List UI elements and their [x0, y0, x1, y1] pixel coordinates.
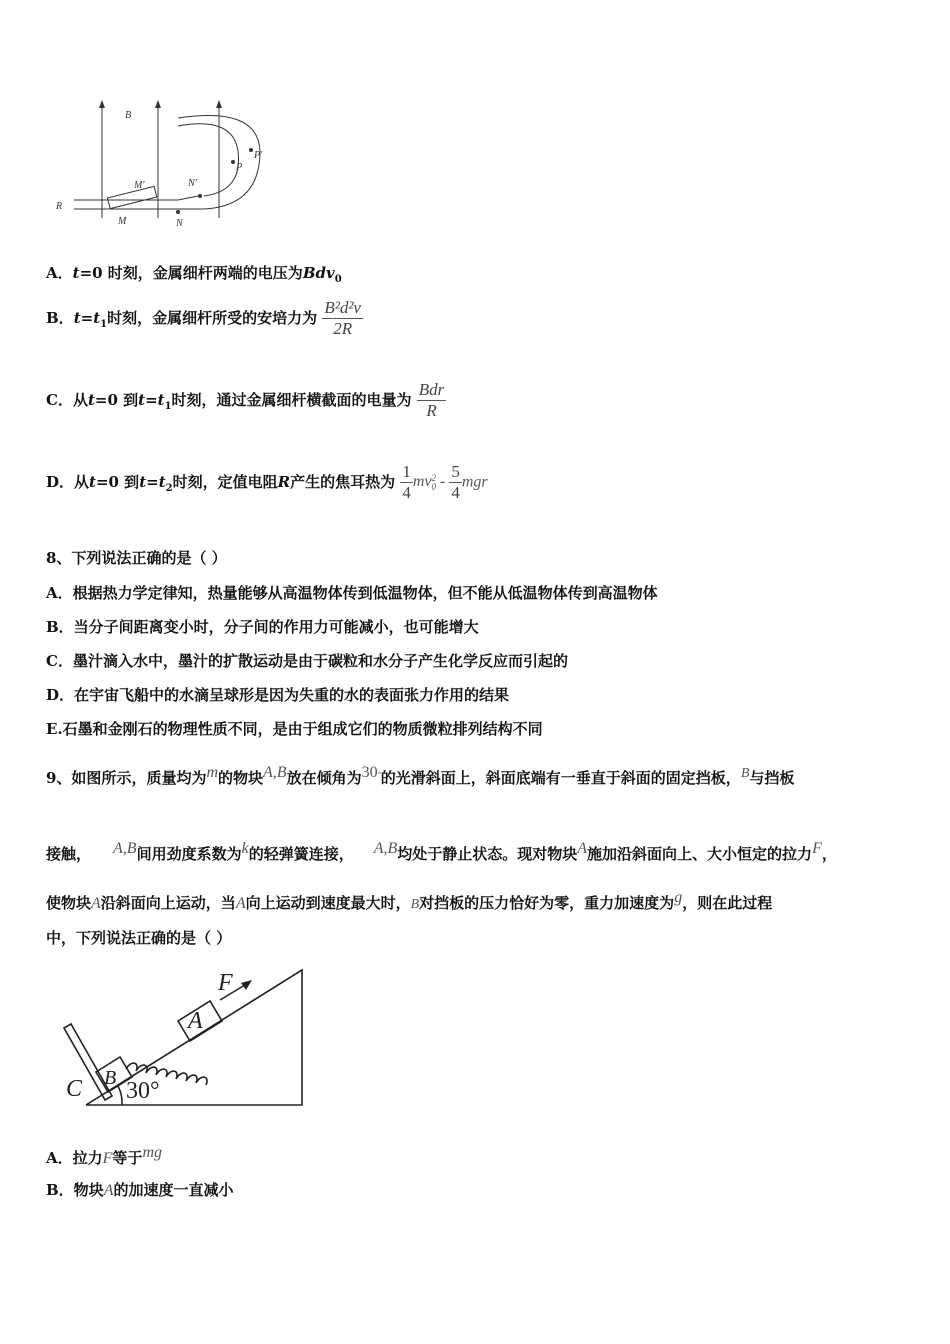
q7-option-d: [46, 462, 488, 503]
q7-b-fraction: [322, 298, 363, 339]
q7-option-b: [46, 298, 363, 339]
q9-ab2: A,B: [113, 840, 137, 857]
q9-opta-a: A．拉力: [46, 1149, 103, 1167]
q8-option-c: C．墨汁滴入水中，墨汁的扩散运动是由于碳粒和水分子产生化学反应而引起的: [46, 652, 568, 670]
q9-l3e: ，则在此过程: [682, 894, 773, 912]
q7-b-text: 时刻，金属细杆所受的安培力为: [107, 309, 318, 327]
q9-deg: °: [377, 770, 381, 779]
q9-l2f: ，: [821, 845, 837, 863]
label-F: F: [218, 970, 233, 996]
q7-c-t1: t: [138, 391, 146, 409]
q9-a1: A: [577, 840, 588, 857]
q9-l1a: 9、如图所示，质量均为: [46, 769, 207, 787]
q7-d-text: 时刻，定值电阻: [172, 473, 278, 491]
q8-option-b: B．当分子间距离变小时，分子间的作用力可能减小，也可能增大: [46, 618, 479, 636]
q9-l3a: 使物块: [46, 894, 92, 912]
q7-b-eq: =: [80, 309, 94, 327]
q9-l3c: 向上运动到速度最大时，: [245, 894, 411, 912]
rail-diagram: [48, 96, 278, 236]
q7-d-f2num: 5: [451, 462, 460, 481]
q9-a3: A: [235, 895, 246, 912]
q9-line-1: [46, 764, 794, 788]
q7-d-t2: t: [139, 473, 147, 491]
q7-c-fraction: [417, 380, 447, 421]
q7-d-t: t: [89, 473, 96, 491]
q9-k: k: [241, 840, 249, 857]
q7-a-text: =0 时刻，金属细杆两端的电压为: [79, 264, 303, 282]
q9-l1d: 的光滑斜面上，斜面底端有一垂直于斜面的固定挡板，: [380, 769, 741, 787]
q9-opta-b: 等于: [112, 1149, 143, 1167]
q7-d-f2den: 4: [451, 483, 460, 502]
q7-d-sub2: 2: [165, 483, 173, 494]
q7-c-t: t: [87, 391, 95, 409]
q9-option-b: [46, 1179, 233, 1200]
q7-option-a: [46, 262, 342, 285]
incline-diagram: [60, 966, 310, 1111]
q7-c-eq: =: [145, 391, 158, 409]
q7-d-term1sub: 0: [431, 481, 436, 492]
q9-optb-b: 的加速度一直减小: [113, 1181, 234, 1199]
q9-l2c: 的轻弹簧连接，: [248, 845, 354, 863]
q9-line-4: 中，下列说法正确的是（ ）: [46, 929, 232, 947]
label-angle: 30°: [126, 1078, 160, 1104]
q7-c-den: R: [417, 400, 447, 421]
q9-g: g: [674, 889, 683, 906]
q7-d-minus: -: [440, 473, 446, 491]
q8-option-a: A．根据热力学定律知，热量能够从高温物体传到低温物体，但不能从低温物体传到高温物体: [46, 584, 658, 602]
q9-l2b: 间用劲度系数为: [136, 845, 242, 863]
q9-l2a: 接触，: [46, 845, 92, 863]
q9-l1e: 与挡板: [749, 769, 795, 787]
q9-ab: A,B: [263, 764, 287, 781]
q7-d-f1num: 1: [402, 462, 411, 481]
q7-a-prefix: A．: [46, 264, 73, 282]
q9-optb-a: B．物块: [46, 1181, 104, 1199]
label-B: B: [125, 110, 132, 121]
q7-d-eq: =: [146, 473, 159, 491]
q7-b-t: t: [73, 309, 81, 327]
q7-c-zero: =0 到: [94, 391, 139, 409]
q7-b-num: B²d²v: [324, 298, 361, 317]
q7-b-den: 2R: [322, 318, 363, 339]
label-M: M: [118, 216, 127, 227]
q9-line-3: [46, 889, 772, 913]
label-N-prime: N′: [188, 178, 197, 189]
q7-d-frac2: [449, 462, 462, 503]
q9-l1c: 放在倾角为: [286, 769, 362, 787]
q9-l3b: 沿斜面向上运动，当: [100, 894, 236, 912]
label-P-prime: P′: [254, 150, 263, 161]
q7-b-t1: t: [93, 309, 101, 327]
q9-angle: 30: [361, 764, 378, 781]
q7-a-t: t: [72, 264, 80, 282]
q9-l3d: 对挡板的压力恰好为零，重力加速度为: [419, 894, 675, 912]
q7-d-term1sup: 2: [431, 472, 436, 483]
q9-opta-f: F: [102, 1150, 113, 1167]
label-A: A: [188, 1008, 203, 1034]
q8-option-e: E.石墨和金刚石的物理性质不同，是由于组成它们的物质微粒排列结构不同: [46, 720, 543, 738]
q7-c-sub1: 1: [164, 401, 172, 412]
q7-option-c: [46, 380, 446, 421]
q8-stem: 8、下列说法正确的是（ ）: [46, 549, 227, 567]
q7-d-zero: =0 到: [95, 473, 140, 491]
q7-b-sub1: 1: [100, 319, 108, 330]
q7-a-expr: Bdv: [302, 264, 335, 282]
q9-b2: B: [410, 897, 420, 912]
label-N: N: [176, 218, 183, 229]
q7-d-f1den: 4: [402, 483, 411, 502]
q7-c-text: 时刻，通过金属细杆横截面的电量为: [171, 391, 412, 409]
q9-m: m: [206, 764, 219, 781]
q7-a-sub: 0: [334, 274, 342, 285]
label-B: B: [104, 1067, 117, 1089]
label-R: R: [56, 201, 63, 212]
q9-optb-a-var: A: [103, 1182, 114, 1199]
q9-l1b: 的物块: [218, 769, 264, 787]
q9-l2d: 均处于静止状态。现对物块: [397, 845, 578, 863]
q9-a2: A: [91, 895, 101, 912]
q7-b-prefix: B．: [46, 309, 74, 327]
q9-bvar: B: [740, 766, 750, 781]
q7-c-prefix: C．从: [46, 391, 88, 409]
q9-opta-mg: mg: [142, 1144, 162, 1161]
q9-line-2: [46, 840, 837, 864]
label-M-prime: M′: [134, 180, 145, 191]
q9-ab3: A,B: [373, 840, 398, 857]
q7-d-prefix: D．从: [46, 473, 90, 491]
q9-option-a: [46, 1144, 162, 1168]
q8-option-d: D．在宇宙飞船中的水滴呈球形是因为失重的水的表面张力作用的结果: [46, 686, 510, 704]
q7-d-term1: mv: [412, 473, 432, 491]
q9-l2e: 施加沿斜面向上、大小恒定的拉力: [587, 845, 813, 863]
q7-d-t2b: t: [158, 473, 166, 491]
q7-d-term2: mgr: [461, 473, 488, 491]
label-P: P: [236, 162, 243, 173]
q7-d-r: R: [277, 473, 291, 491]
q7-d-tail: 产生的焦耳热为: [290, 473, 396, 491]
label-C: C: [66, 1076, 83, 1102]
q7-d-frac1: [400, 462, 413, 503]
q7-c-num: Bdr: [418, 380, 445, 399]
q7-c-t1b: t: [157, 391, 165, 409]
q9-f: F: [812, 840, 822, 857]
